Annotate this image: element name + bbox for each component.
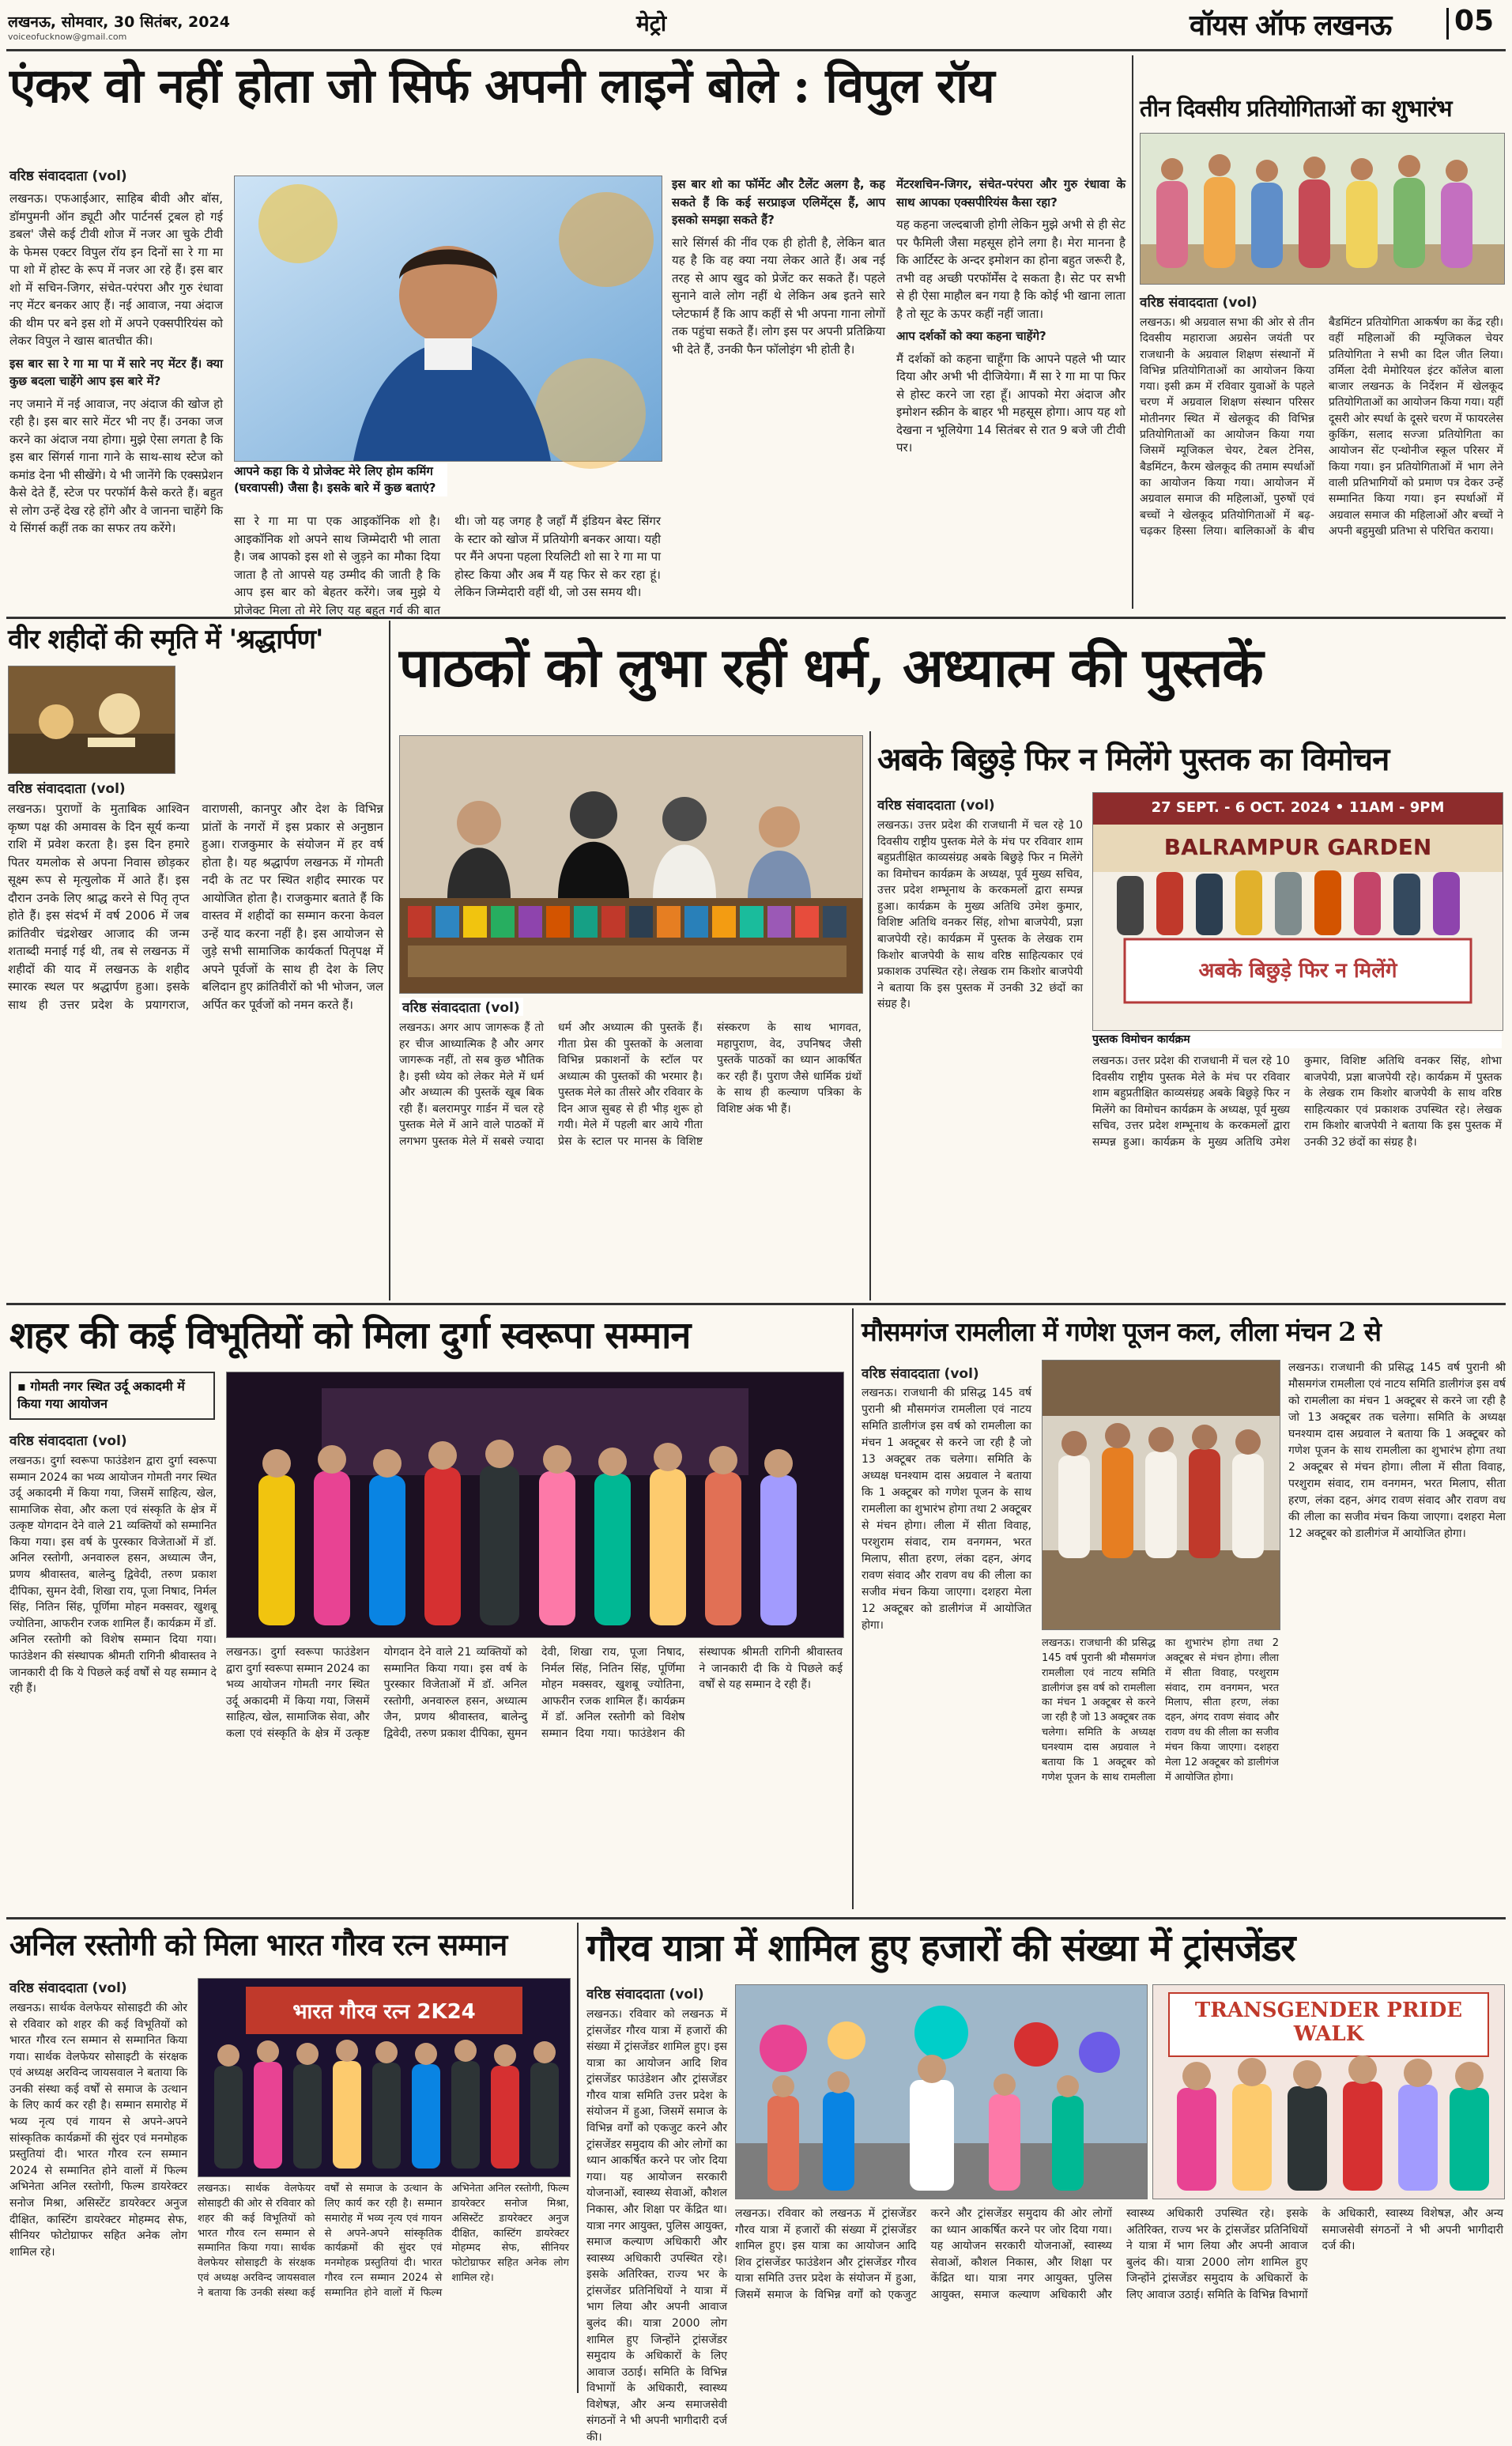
vertical-rule-5 <box>577 1923 579 2393</box>
story9-byline: वरिष्ठ संवाददाता (vol) <box>586 1987 704 2002</box>
vertical-rule-2 <box>389 621 390 1300</box>
award-ceremony-image <box>227 1372 843 1637</box>
story2-body: लखनऊ। श्री अग्रवाल सभा की ओर से तीन दिवसीय महाराजा अग्रसेन जयंती पर राजधानी के अग्रवाल शिक्षण संस्थानों में विभिन्न प्रतियोगिताओं का आयोजन किया गया। इसी क्रम में रविवार युवाओं के पहले चरण में अग्रवाल शिक्षण संस्थान परिसर मोतीनगर स्थित में खेलकूद की विभिन्न प्रतियोगिताओं का आयोजन किया गया जिसमें म्यूजिकल चेयर, टेबल टेनिस, बैडमिंटन, कैरम खेलकूद की तमाम स्पर्धाओं का आयोजन किया गया। आयोजन में अग्रवाल समाज की महिलाओं, पुरुषों एवं बच्चों ने खेलकूद प्रतियोगिताओं में बढ़-चढ़कर हिस्सा लिया। बालिकाओं के बीच बैडमिंटन प्रतियोगिता आकर्षण का केंद्र रही। वहीं महिलाओं की म्यूजिकल चेयर प्रतियोगिता ने सभी का दिल जीत लिया। उर्मिला देवी मेमोरियल इंटर कॉलेज बाला बाजार लखनऊ के निर्देशन में खेलकूद प्रतियोगिताओं का आयोजन किया गया। यहीं दूसरी ओर स्पर्धा के दूसरे चरण में फायरलेस कुकिंग, सलाद सज्जा प्रतियोगिता का आयोजन सेंट एन्थोनीज स्कूल परिसर में किया गया। इन प्रतियोगिताओं में भाग लेने वाली प्रतिभागियों को प्रमाण पत्र देकर उन्हें सम्मानित किया गया। इन स्पर्धाओं में अग्रवाल समाज की महिलाओं और बच्चों ने अपनी बहुमुखी प्रतिभा से परिचित कराया। <box>1140 316 1503 538</box>
story1-col4 <box>896 176 1126 609</box>
story7-body-col1: लखनऊ। राजधानी की प्रसिद्ध 145 वर्ष पुरानी श्री मौसमगंज रामलीला एवं नाटय समिति डालीगंज इस वर्ष को रामलीला का मंचन 1 अक्टूबर से करने जा रही है जो 13 अक्टूबर तक चलेगा। समिति के अध्यक्ष घनश्याम दास अग्रवाल ने बताया कि 1 अक्टूबर को गणेश पूजन के साथ रामलीला का शुभारंभ होगा तथा 2 अक्टूबर से मंचन होगा। लीला में सीता विवाह, परशुराम संवाद, राम वनगमन, भरत मिलाप, सीता हरण, लंका दहन, अंगद रावण संवाद और रावण वध की लीला का सजीव मंचन किया जाएगा। दशहरा मेला 12 अक्टूबर को डालीगंज में आयोजित होगा। <box>862 1387 1031 1632</box>
portrait-image <box>235 176 662 461</box>
story5-body-col1: लखनऊ। उत्तर प्रदेश की राजधानी में चल रहे 10 दिवसीय राष्ट्रीय पुस्तक मेले के मंच पर रविवार शाम बहुप्रतीक्षित काव्यसंग्रह अबके बिछुड़े फिर न मिलेंगे का विमोचन कार्यक्रम के अध्यक्ष, पूर्व मुख्य सचिव, उत्तर प्रदेश शम्भूनाथ के करकमलों द्वारा सम्पन्न हुआ। कार्यक्रम के मुख्य अतिथि उमेश कुमार, विशिष्ट अतिथि वनकर सिंह, शोभा बाजपेयी, प्रज्ञा बाजपेयी रहे। कार्यक्रम में पुस्तक के लेखक राम किशोर बाजपेयी के साथ वरिष्ठ साहित्यकार एवं प्रकाशक उपस्थित रहे। लेखक राम किशोर बाजपेयी ने बताया कि इस पुस्तक में उनकी 32 छंदों का संग्रह है। <box>877 819 1083 1011</box>
story1-col3 <box>672 176 885 609</box>
book-launch-image <box>1093 793 1503 1030</box>
story1-q1: इस बार सा रे गा मा पा में सारे नए मेंटर हैं। क्या कुछ बदला चाहेंगे आप इस बारे में? <box>9 356 223 388</box>
story1-q2: इस बार शो का फॉर्मेट और टैलेंट अलग है, कह सकते हैं कि कई सरप्राइज एलिमेंट्स हैं, आप इसको समझा सकते हैं? <box>672 177 885 227</box>
email: voiceofucknow@gmail.com <box>8 32 127 42</box>
story6-kicker-bullet: ▪ <box>17 1379 31 1394</box>
story1-a4: यह कहना जल्दबाजी होगी लेकिन मुझे अभी से ही सेट पर फैमिली जैसा महसूस होने लगा है। मेरा मानना है कि आर्टिस्ट के अन्दर इमोशन का होना बहुत जरूरी है, तभी वह अच्छी परफॉर्मेंस दे सकता है। सेट पर सभी से ही ऐसा माहौल बन गया है कि कोई भी खाना लाता है तो सूट के ऊपर कहीं नहीं जाता। <box>896 217 1126 321</box>
horizontal-rule-2 <box>6 1303 1506 1305</box>
vertical-rule-1 <box>1132 55 1133 609</box>
story2-headline: तीन दिवसीय प्रतियोगिताओं का शुभारंभ <box>1140 95 1452 122</box>
story3-photo-tribute <box>8 666 175 774</box>
tribute-image <box>9 666 175 773</box>
parade-image <box>736 1985 1147 2199</box>
story6-kicker <box>9 1372 215 1420</box>
story8-headline: अनिल रस्तोगी को मिला भारत गौरव रत्न सम्मान <box>9 1927 507 1962</box>
story4-byline: वरिष्ठ संवाददाता (vol) <box>399 998 523 1016</box>
story9-body-col2 <box>735 2206 1503 2391</box>
book-fair-image <box>400 736 862 993</box>
story7-body-continued-2: लखनऊ। राजधानी की प्रसिद्ध 145 वर्ष पुरानी श्री मौसमगंज रामलीला एवं नाटय समिति डालीगंज इस वर्ष को रामलीला का मंचन 1 अक्टूबर से करने जा रही है जो 13 अक्टूबर तक चलेगा। समिति के अध्यक्ष घनश्याम दास अग्रवाल ने बताया कि 1 अक्टूबर को गणेश पूजन के साथ रामलीला का शुभारंभ होगा तथा 2 अक्टूबर से मंचन होगा। लीला में सीता विवाह, परशुराम संवाद, राम वनगमन, भरत मिलाप, सीता हरण, लंका दहन, अंगद रावण संवाद और रावण वध की लीला का सजीव मंचन किया जाएगा। दशहरा मेला 12 अक्टूबर को डालीगंज में आयोजित होगा। <box>1288 1361 1506 1540</box>
page-number: 05 <box>1454 5 1495 37</box>
story1-a1: नए जमाने में नई आवाज, नए अंदाज की खोज हो रही है। इस बार सारे मेंटर भी नए हैं। उनका जज करने का अंदाज नया होगा। मुझे ऐसा लगता है कि इस बार सिंगर्स गाना गाने के साथ-साथ स्टेज को कमांड देना भी सीखेंगे। ये भी जानेंगे कि एक्सप्रेशन कैसे देते हैं, स्टेज पर परफॉर्म कैसे करते हैं। बहुत से लोग उन्हें देख रहे होंगे और वे जानना चाहेंगे कि ये सिंगर्स कहीं तक का सफर तय करेंगे। <box>9 396 223 535</box>
story1-photo-caption: आपने कहा कि ये प्रोजेक्ट मेरे लिए होम कमिंग (घरवापसी) जैसा है। इसके बारे में कुछ बताएं? <box>234 463 447 496</box>
story9-headline: गौरव यात्रा में शामिल हुए हजारों की संख्या में ट्रांसजेंडर <box>586 1927 1295 1970</box>
story3-headline: वीर शहीदों की स्मृति में 'श्रद्धार्पण' <box>8 624 323 655</box>
story1-a5: मैं दर्शकों को कहना चाहूँगा कि आपने पहले भी प्यार दिया और अभी भी दीजियेगा। मैं सा रे गा मा पा फिर से होस्ट करने जा रहा हूँ। आपको मेरा अंदाज और इमोशन स्क्रीन के बाहर भी महसूस होगा। आप यह शो देखना न भूलियेगा 14 सितंबर से रात 9 बजे जी टीवी पर। <box>896 351 1126 455</box>
story8-banner-text: भारत गौरव रत्न 2K24 <box>292 2000 476 2024</box>
horizontal-rule-3 <box>6 1917 1506 1919</box>
story3-body: लखनऊ। पुराणों के मुताबिक आश्विन कृष्ण पक्ष की अमावस के दिन सूर्य कन्या राशि में प्रवेश करता है। इस दिन हमारे पितर यमलोक से अपना निवास छोड़कर सूक्ष्म रूप से मृत्युलोक में आते हैं। इस दौरान उनके लिए श्राद्ध करने से पितृ तृप्त होते हैं। इस संदर्भ में वर्ष 2006 में जब क्रांतिवीर चंद्रशेखर आजाद की जन्म शताब्दी मनाई गई थी, तब से लखनऊ में शहीदों की याद में लखनऊ के शहीद स्मारक स्थल पर श्रद्धार्पण हुआ। इसके साथ ही उत्तर प्रदेश के प्रयागराज, वाराणसी, कानपुर और देश के विभिन्न प्रांतों के नगरों में इस प्रकार से अनुष्ठान हुआ। राजकुमार के संयोजन में हर वर्ष होता है। यह श्रद्धार्पण लखनऊ में गोमती नदी के तट पर स्थित शहीद स्मारक पर आयोजित होता है। राजकुमार बताते हैं कि वास्तव में शहीदों का सम्मान करना केवल उन्हें याद करना नहीं है। इस आयोजन से जुड़े सभी सामाजिक कार्यकर्ता पितृपक्ष में अपने पूर्वजों के साथ ही देश के लिए बलिदान हुए क्रांतिवीरों को भी भोजन, जल अर्पित कर पूर्वजों को नमन करते हैं। <box>8 802 383 1012</box>
story5-headline: अबके बिछुड़े फिर न मिलेंगे पुस्तक का विमोचन <box>877 741 1389 778</box>
story6-body-col2 <box>226 1644 843 1908</box>
story5-photo-caption: पुस्तक विमोचन कार्यक्रम <box>1092 1032 1502 1048</box>
horizontal-rule-1 <box>6 617 1506 619</box>
story1-a2: सा रे गा मा पा एक आइकॉनिक शो है। आइकॉनिक शो अपने साथ जिम्मेदारी भी लाता है। जब आपको इस शो से जुड़ने का मौका दिया जाता है तो आपसे यह उम्मीद की जाती है कि आप इस बार को बेहतर करेंगे। जब मुझे ये प्रोजेक्ट मिला तो मेरे लिए यह बहुत गर्व की बात थी। जो यह जगह है जहाँ मैं इंडियन बेस्ट सिंगर के स्टार को खोज में प्रतियोगी बनकर आया। यही पर मैंने अपना पहला रियलिटी शो सा रे गा मा पा होस्ट किया और अब मैं यह फिर से कर रहा हूं। लेकिन जिम्मेदारी वहीं थी, जो उस समय थी। <box>234 514 661 617</box>
masthead-divider <box>1446 8 1449 40</box>
story1-q4: आप दर्शकों को क्या कहना चाहेंगे? <box>896 329 1046 343</box>
ramlila-image <box>1043 1361 1280 1629</box>
story7-body-continued: लखनऊ। राजधानी की प्रसिद्ध 145 वर्ष पुरानी श्री मौसमगंज रामलीला एवं नाटय समिति डालीगंज इस वर्ष को रामलीला का मंचन 1 अक्टूबर से करने जा रही है जो 13 अक्टूबर तक चलेगा। समिति के अध्यक्ष घनश्याम दास अग्रवाल ने बताया कि 1 अक्टूबर को गणेश पूजन के साथ रामलीला का शुभारंभ होगा तथा 2 अक्टूबर से मंचन होगा। लीला में सीता विवाह, परशुराम संवाद, राम वनगमन, भरत मिलाप, सीता हरण, लंका दहन, अंगद रावण संवाद और रावण वध की लीला का सजीव मंचन किया जाएगा। दशहरा मेला 12 अक्टूबर को डालीगंज में आयोजित होगा। <box>1042 1637 1279 1784</box>
story4-body: लखनऊ। अगर आप जागरूक हैं तो हर चीज आध्यात्मिक है और अगर जागरूक नहीं, तो सब कुछ भौतिक है। इसी ध्येय को लेकर मेले में धर्म और अध्यात्म की पुस्तकें खूब बिक रही हैं। बलरामपुर गार्डन में चल रहे पुस्तक मेले में आने वाले पाठकों में लगभग पुस्तक मेले में सबसे ज्यादा धर्म और अध्यात्म की पुस्तकें हैं। गीता प्रेस की पुस्तकों के अलावा विभिन्न प्रकाशनों के स्टॉल पर अध्यात्म की पुस्तकों की भरमार है। पुस्तक मेले का तीसरे और रविवार के दिन आज सुबह से ही भीड़ शुरू हो गयी। मेले में पहली बार आये गीता प्रेस के स्टाल पर मानस के विशिष्ट संस्करण के साथ भागवत, महापुराण, वेद, उपनिषद जैसी पुस्तकें पाठकों का ध्यान आकर्षित कर रही हैं। पुराण जैसे धार्मिक ग्रंथों के साथ ही कल्याण पत्रिका के विशिष्ट अंक भी हैं। <box>399 1021 862 1149</box>
story7-body-col2 <box>1042 1636 1279 1907</box>
story5-banner-dates: 27 SEPT. - 6 OCT. 2024 • 11AM - 9PM <box>1151 799 1445 816</box>
date-line: लखनऊ, सोमवार, 30 सितंबर, 2024 <box>8 13 230 31</box>
story1-lead: लखनऊ। एफआईआर, साहिब बीवी और बॉस, डॉमपुमनी ऑन ड्यूटी और पार्टनर्स ट्रबल हो गई डबल' जैसे कई टीवी शोज में नजर आ चुके टीवी के फेमस एक्टर विपुल रॉय इन दिनों सा रे गा मा पा शो में होस्ट के रूप में नजर आ रहे हैं। इस बार शो में सचिन-जिगर, संचेत-परंपरा और गुरु रंधावा नए मेंटर बनकर आए हैं। नई आवाज, नया अंदाज की थीम पर बने इस शो में अपने एक्सपीरियंस को लेकर विपुल ने खास बातचीत की। <box>9 191 223 348</box>
story9-photo-pride-walk <box>1152 1984 1505 2199</box>
section-label: मेट्रो <box>636 10 667 36</box>
story6-body-continued: लखनऊ। दुर्गा स्वरूपा फाउंडेशन द्वारा दुर्गा स्वरूपा सम्मान 2024 का भव्य आयोजन गोमती नगर स्थित उर्दू अकादमी में किया गया, जिसमें साहित्य, खेल, सामाजिक सेवा, और कला एवं संस्कृति के क्षेत्र में उत्कृष्ट योगदान देने वाले 21 व्यक्तियों को सम्मानित किया गया। इस वर्ष के पुरस्कार विजेताओं में डॉ. अनिल रस्तोगी, अनवारुल हसन, अध्यात्म जैन, प्रणय श्रीवास्तव, बालेन्दु द्विवेदी, तरुण प्रकाश दीपिका, सुमन देवी, शिखा राय, पूजा निषाद, निर्मल सिंह, नितिन सिंह, पूर्णिमा मोहन मक्सवर, खुशबू ज्योतिना, आफरीन रजक शामिल हैं। कार्यक्रम में डॉ. अनिल रस्तोगी को विशेष सम्मान दिया गया। फाउंडेशन की संस्थापक श्रीमती रागिनी श्रीवास्तव ने जानकारी दी कि ये पिछले कई वर्षों से यह सम्मान दे रही हैं। <box>226 1646 843 1740</box>
story8-photo-award <box>198 1978 571 2177</box>
story7-byline: वरिष्ठ संवाददाता (vol) <box>862 1366 979 1382</box>
story9-banner-text: TRANSGENDER PRIDE WALK <box>1194 1999 1463 2046</box>
story6-byline: वरिष्ठ संवाददाता (vol) <box>9 1433 127 1449</box>
story8-body-continued: लखनऊ। सार्थक वेलफेयर सोसाइटी की ओर से रविवार को शहर की कई विभूतियों को भारत गौरव रत्न सम्मान से सम्मानित किया गया। सार्थक वेलफेयर सोसाइटी के संरक्षक एवं अध्यक्ष अरविन्द जायसवाल ने बताया कि उनकी संस्था कई वर्षों से समाज के उत्थान के लिए कार्य कर रही है। सम्मान समारोह में भव्य नृत्य एवं गायन से अपने-अपने सांस्कृतिक कार्यक्रमों की सुंदर एवं मनमोहक प्रस्तुतियां दी। भारत गौरव रत्न सम्मान 2024 से सम्मानित होने वालों में फिल्म अभिनेता अनिल रस्तोगी, फिल्म डायरेक्टर सनोज मिश्रा, असिस्टेंट डायरेक्टर अनुज दीक्षित, कास्टिंग डायरेक्टर मोहम्मद सेफ, सीनियर फोटोग्राफर सहित अनेक लोग शामिल रहे। <box>198 2183 569 2299</box>
story8-byline: वरिष्ठ संवाददाता (vol) <box>9 1980 127 1996</box>
story8-body-col1: लखनऊ। सार्थक वेलफेयर सोसाइटी की ओर से रविवार को शहर की कई विभूतियों को भारत गौरव रत्न सम्मान से सम्मानित किया गया। सार्थक वेलफेयर सोसाइटी के संरक्षक एवं अध्यक्ष अरविन्द जायसवाल ने बताया कि उनकी संस्था कई वर्षों से समाज के उत्थान के लिए कार्य कर रही है। सम्मान समारोह में भव्य नृत्य एवं गायन से अपने-अपने सांस्कृतिक कार्यक्रमों की सुंदर एवं मनमोहक प्रस्तुतियां दी। भारत गौरव रत्न सम्मान 2024 से सम्मानित होने वालों में फिल्म अभिनेता अनिल रस्तोगी, फिल्म डायरेक्टर सनोज मिश्रा, असिस्टेंट डायरेक्टर अनुज दीक्षित, कास्टिंग डायरेक्टर मोहम्मद सेफ, सीनियर फोटोग्राफर सहित अनेक लोग शामिल रहे। <box>9 2002 187 2259</box>
story1-col2 <box>234 512 661 617</box>
story5-byline: वरिष्ठ संवाददाता (vol) <box>877 798 995 813</box>
story1-a3: सारे सिंगर्स की नींव एक ही होती है, लेकिन बात यह है कि वह क्या नया लेकर आते हैं। अब नई तरह से आप खुद को प्रेजेंट कर सकते हैं। पहले सुनाने वाले लोग नहीं थे लेकिन अब इतने सारे प्लेटफार्म हैं कि आप कहीं से भी अपना गाना लोगों तक पहुंचा सकते हैं। लोग इस पर अपनी प्रतिक्रिया भी देते हैं, उनकी फैन फॉलोइंग भी होती है। <box>672 235 885 357</box>
story5-stage-banner: अबके बिछुड़े फिर न मिलेंगे <box>1198 959 1397 983</box>
story6-headline: शहर की कई विभूतियों को मिला दुर्गा स्वरूपा सम्मान <box>9 1314 691 1357</box>
story9-body-col1: लखनऊ। रविवार को लखनऊ में ट्रांसजेंडर गौरव यात्रा में हजारों की संख्या में ट्रांसजेंडर शामिल हुए। इस यात्रा का आयोजन आदि शिव ट्रांसजेंडर फाउंडेशन और ट्रांसजेंडर गौरव यात्रा समिति उत्तर प्रदेश के संयोजन में हुआ, जिसमें समाज के विभिन्न वर्गों को एकजुट करने और ट्रांसजेंडर समुदाय की ओर लोगों का ध्यान आकर्षित करने पर जोर दिया गया। यह आयोजन सरकारी योजनाओं, स्वास्थ्य सेवाओं, कौशल निकास, और शिक्षा पर केंद्रित था। यात्रा नगर आयुक्त, पुलिस आयुक्त, समाज कल्याण अधिकारी और स्वास्थ्य अधिकारी उपस्थित रहे। इसके अतिरिक्त, राज्य भर के ट्रांसजेंडर प्रतिनिधियों ने यात्रा में भाग लिया और अपनी आवाज बुलंद की। यात्रा 2000 लोग शामिल हुए जिन्होंने ट्रांसजेंडर समुदाय के अधिकारों के लिए आवाज उठाई। समिति के विभिन्न विभागों के अधिकारी, स्वास्थ्य विशेषज्ञ, और अन्य समाजसेवी संगठनों ने भी अपनी भागीदारी दर्ज की। <box>586 2008 727 2444</box>
story1-headline: एंकर वो नहीं होता जो सिर्फ अपनी लाइनें बोले : विपुल रॉय <box>9 59 994 114</box>
vertical-rule-4 <box>852 1308 854 1909</box>
story5-body-continued: लखनऊ। उत्तर प्रदेश की राजधानी में चल रहे 10 दिवसीय राष्ट्रीय पुस्तक मेले के मंच पर रविवार शाम बहुप्रतीक्षित काव्यसंग्रह अबके बिछुड़े फिर न मिलेंगे का विमोचन कार्यक्रम के अध्यक्ष, पूर्व मुख्य सचिव, उत्तर प्रदेश शम्भूनाथ के करकमलों द्वारा सम्पन्न हुआ। कार्यक्रम के मुख्य अतिथि उमेश कुमार, विशिष्ट अतिथि वनकर सिंह, शोभा बाजपेयी, प्रज्ञा बाजपेयी रहे। कार्यक्रम में पुस्तक के लेखक राम किशोर बाजपेयी के साथ वरिष्ठ साहित्यकार एवं प्रकाशक उपस्थित रहे। लेखक राम किशोर बाजपेयी ने बताया कि इस पुस्तक में उनकी 32 छंदों का संग्रह है। <box>1092 1055 1502 1149</box>
story1-q3: मेंटरशचिन-जिगर, संचेत-परंपरा और गुरु रंधावा के साथ आपका एक्सपीरियंस कैसा रहा? <box>896 177 1126 209</box>
story6-body-col1: लखनऊ। दुर्गा स्वरूपा फाउंडेशन द्वारा दुर्गा स्वरूपा सम्मान 2024 का भव्य आयोजन गोमती नगर स्थित उर्दू अकादमी में किया गया, जिसमें साहित्य, खेल, सामाजिक सेवा, और कला एवं संस्कृति के क्षेत्र में उत्कृष्ट योगदान देने वाले 21 व्यक्तियों को सम्मानित किया गया। इस वर्ष के पुरस्कार विजेताओं में डॉ. अनिल रस्तोगी, अनवारुल हसन, अध्यात्म जैन, प्रणय श्रीवास्तव, बालेन्दु द्विवेदी, तरुण प्रकाश दीपिका, सुमन देवी, शिखा राय, पूजा निषाद, निर्मल सिंह, नितिन सिंह, पूर्णिमा मोहन मक्सवर, खुशबू ज्योतिना, आफरीन रजक शामिल हैं। कार्यक्रम में डॉ. अनिल रस्तोगी को विशेष सम्मान दिया गया। फाउंडेशन की संस्थापक श्रीमती रागिनी श्रीवास्तव ने जानकारी दी कि ये पिछले कई वर्षों से यह सम्मान दे रही हैं। <box>9 1455 217 1696</box>
vertical-rule-3 <box>869 731 871 1300</box>
story1-photo-vipul-roy <box>234 176 662 462</box>
masthead <box>0 0 1512 47</box>
story9-body-continued: लखनऊ। रविवार को लखनऊ में ट्रांसजेंडर गौरव यात्रा में हजारों की संख्या में ट्रांसजेंडर शामिल हुए। इस यात्रा का आयोजन आदि शिव ट्रांसजेंडर फाउंडेशन और ट्रांसजेंडर गौरव यात्रा समिति उत्तर प्रदेश के संयोजन में हुआ, जिसमें समाज के विभिन्न वर्गों को एकजुट करने और ट्रांसजेंडर समुदाय की ओर लोगों का ध्यान आकर्षित करने पर जोर दिया गया। यह आयोजन सरकारी योजनाओं, स्वास्थ्य सेवाओं, कौशल निकास, और शिक्षा पर केंद्रित था। यात्रा नगर आयुक्त, पुलिस आयुक्त, समाज कल्याण अधिकारी और स्वास्थ्य अधिकारी उपस्थित रहे। इसके अतिरिक्त, राज्य भर के ट्रांसजेंडर प्रतिनिधियों ने यात्रा में भाग लिया और अपनी आवाज बुलंद की। यात्रा 2000 लोग शामिल हुए जिन्होंने ट्रांसजेंडर समुदाय के अधिकारों के लिए आवाज उठाई। समिति के विभिन्न विभागों के अधिकारी, स्वास्थ्य विशेषज्ञ, और अन्य समाजसेवी संगठनों ने भी अपनी भागीदारी दर्ज की। <box>735 2207 1503 2301</box>
story8-body-col2 <box>198 2182 569 2391</box>
story4-headline: पाठकों को लुभा रहीं धर्म, अध्यात्म की पुस्तकें <box>399 636 1263 700</box>
story6-photo-award <box>226 1372 844 1638</box>
story5-body-col2 <box>1092 1053 1502 1294</box>
group-image <box>1141 134 1504 284</box>
paper-name: वॉयस ऑफ लखनऊ <box>1190 9 1392 42</box>
story5-banner-venue: BALRAMPUR GARDEN <box>1163 834 1432 860</box>
story9-photo-parade <box>735 1984 1148 2199</box>
story1-byline: वरिष्ठ संवाददाता (vol) <box>9 168 127 184</box>
story2-byline: वरिष्ठ संवाददाता (vol) <box>1140 295 1257 311</box>
story1-col1 <box>9 190 223 609</box>
story7-headline: मौसमगंज रामलीला में गणेश पूजन कल, लीला मंचन 2 से <box>862 1316 1381 1347</box>
story4-photo-book-fair <box>399 735 863 994</box>
story7-body-col3 <box>1288 1360 1506 1907</box>
masthead-rule <box>6 49 1506 51</box>
story2-photo-women-group <box>1140 133 1505 285</box>
story5-photo-book-launch <box>1092 792 1503 1031</box>
story3-byline: वरिष्ठ संवाददाता (vol) <box>8 781 126 797</box>
story6-kicker-text: गोमती नगर स्थित उर्दू अकादमी में किया गया आयोजन <box>17 1379 185 1412</box>
story7-photo-ramlila <box>1042 1360 1280 1630</box>
